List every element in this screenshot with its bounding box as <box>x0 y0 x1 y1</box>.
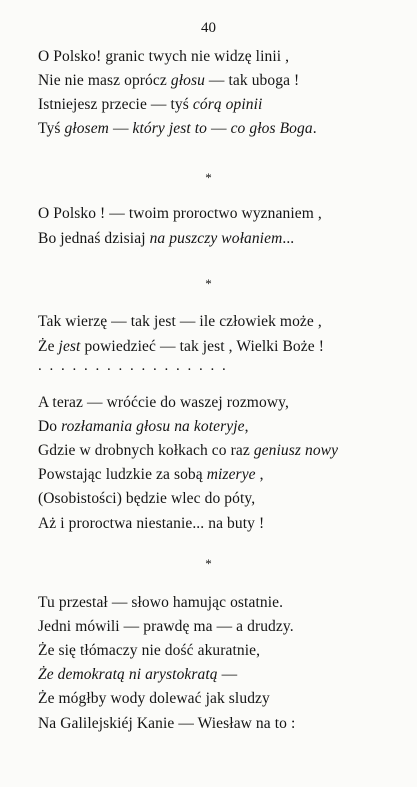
verse-line <box>38 515 264 533</box>
text-segment: , <box>255 466 264 483</box>
text-segment: — <box>108 120 133 137</box>
text-segment: Nie nie masz oprócz <box>38 72 171 89</box>
verse-line <box>38 666 237 684</box>
page-number: 40 <box>201 20 216 36</box>
verse-line <box>38 442 338 460</box>
text-segment: Powstając ludzkie za sobą <box>38 466 207 483</box>
verse-line <box>38 394 289 412</box>
text-segment: Bo jednaś dzisiaj <box>38 230 150 247</box>
verse-line <box>38 466 264 484</box>
italic-segment: głosem <box>64 120 109 137</box>
italic-segment: geniusz nowy <box>253 442 339 459</box>
italic-segment: córą opinii <box>192 96 263 113</box>
section-separator: * <box>205 276 212 291</box>
verse-line <box>38 618 294 636</box>
text-segment: . <box>312 120 317 137</box>
text-segment: Jedni mówili — prawdę ma — a drudzy. <box>38 618 294 635</box>
text-segment: A teraz — wróćcie do waszej rozmowy, <box>38 394 289 411</box>
verse-line <box>38 690 270 708</box>
verse-line <box>38 338 324 356</box>
text-segment: — <box>217 666 238 683</box>
verse-line <box>38 72 299 90</box>
text-segment: Aż i proroctwa niestanie... na buty ! <box>38 515 265 532</box>
text-segment: O Polsko! granic twych nie widzę linii , <box>38 48 290 65</box>
section-separator: * <box>205 170 212 185</box>
text-segment: Że <box>38 338 59 355</box>
italic-segment: głosu <box>170 72 205 89</box>
verse-line <box>38 120 317 138</box>
verse-line <box>38 313 322 331</box>
italic-segment: co głos Boga <box>230 120 313 137</box>
text-segment: — tak uboga ! <box>204 72 300 89</box>
text-segment: Gdzie w drobnych kołkach co raz <box>38 442 254 459</box>
italic-segment: rozłamania głosu na koteryje <box>61 418 245 435</box>
italic-segment: mizerye <box>206 466 256 483</box>
text-segment: powiedzieć — tak jest , Wielki Boże ! <box>80 338 324 355</box>
verse-line <box>38 48 289 66</box>
text-segment: Istniejesz przecie — tyś <box>38 96 193 113</box>
text-segment: Do <box>38 418 62 435</box>
italic-segment: który jest to <box>132 120 208 137</box>
text-segment: Tu przestał — słowo hamując ostatnie. <box>38 594 284 611</box>
verse-line <box>38 642 260 660</box>
verse-line <box>38 418 249 436</box>
verse-line <box>38 205 322 223</box>
section-separator: * <box>205 556 212 571</box>
italic-segment: jest <box>58 338 81 355</box>
verse-line <box>38 594 283 612</box>
verse-line <box>38 96 262 114</box>
verse-line <box>38 230 294 248</box>
text-segment: Tak wierzę — tak jest — ile człowiek może , <box>38 313 322 330</box>
text-segment: Na Galilejskiéj Kanie — Wiesław na to : <box>38 715 296 732</box>
text-segment: Że mógłby wody dolewać jak sludzy <box>38 690 270 707</box>
italic-segment: na puszczy wołaniem <box>149 230 283 247</box>
verse-line <box>38 715 295 733</box>
ellipsis-dots-row: . . . . . . . . . . . . . . . . . <box>38 358 228 374</box>
text-segment: O Polsko ! — twoim proroctwo wyznaniem , <box>38 205 322 222</box>
italic-segment: Że demokratą ni arystokratą <box>38 666 218 683</box>
text-segment: Że się tłómaczy nie dość akuratnie, <box>38 642 261 659</box>
verse-line <box>38 490 255 508</box>
text-segment: , <box>244 418 249 435</box>
text-segment: ... <box>282 230 295 247</box>
text-segment: (Osobistości) będzie wlec do póty, <box>38 490 256 507</box>
text-segment: — <box>207 120 231 137</box>
text-segment: Tyś <box>38 120 65 137</box>
